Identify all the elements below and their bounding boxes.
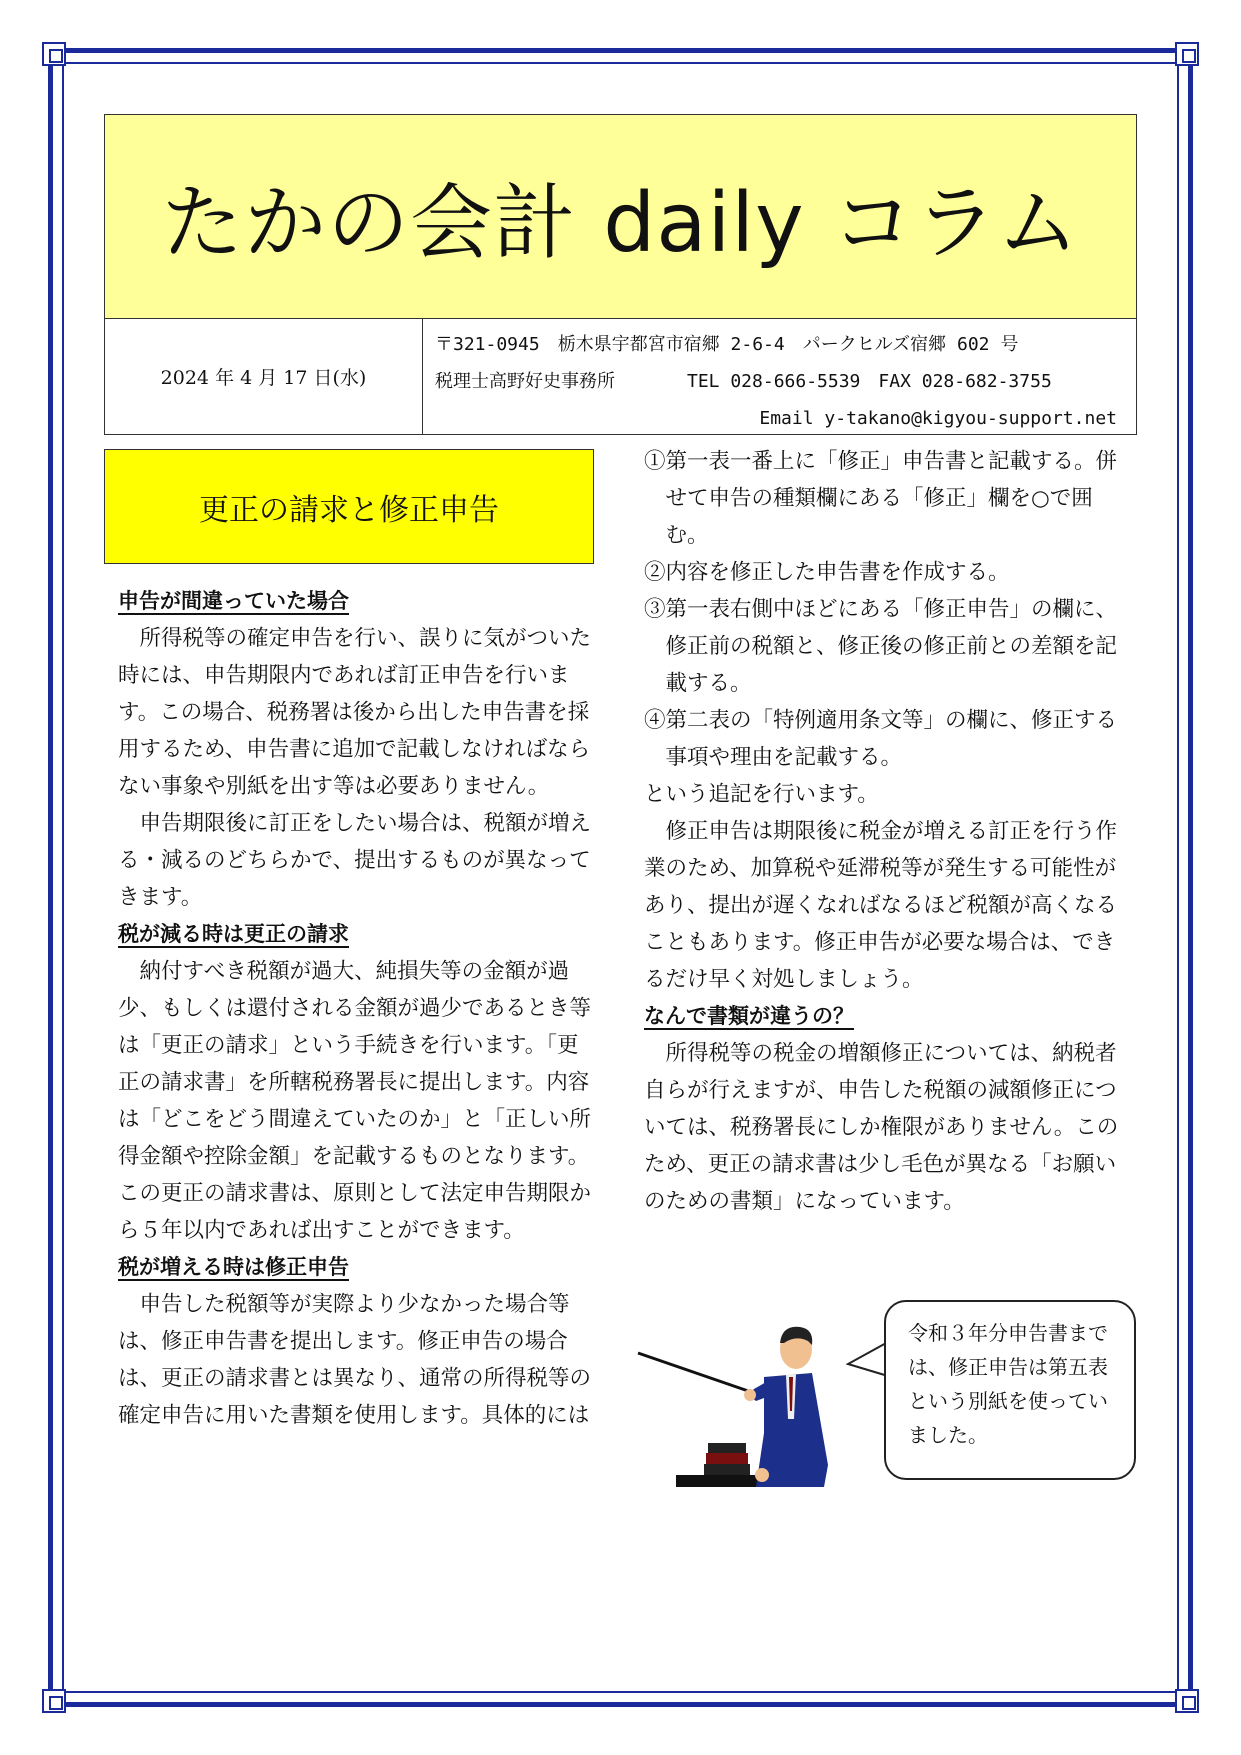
list-item: ④第二表の「特例適用条文等」の欄に、修正する事項や理由を記載する。 [644,708,1118,770]
section-heading: 申告が間違っていた場合 [118,589,349,613]
teacher-illustration [636,1315,866,1500]
list-item: ③第一表右側中ほどにある「修正申告」の欄に、修正前の税額と、修正後の修正前との差額を記載する。 [644,597,1118,696]
office-phone: TEL 028-666-5539 FAX 028-682-3755 [687,371,1052,392]
office-email: Email y-takano@kigyou-support.net [759,408,1117,429]
paragraph: 所得税等の税金の増額修正については、納税者自らが行えますが、申告した税額の減額修正については、税務署長にしか権限がありません。このため、更正の請求書は少し毛色が異なる「お願いのための書類」になっています。 [644,1041,1119,1214]
right-column [644,443,1132,1220]
speech-bubble: 令和３年分申告書までは、修正申告は第五表という別紙を使っていました。 [884,1300,1136,1480]
issue-date: 2024 年 4 月 17 日(水) [105,318,423,434]
border-corner [1175,1689,1199,1713]
paragraph: 納付すべき税額が過大、純損失等の金額が過少、もしくは還付される金額が過少であるとき等は「更正の請求」という手続きを行います。「更正の請求書」を所轄税務署長に提出します。内容は「どこをどう間違えていたのか」と「正しい所得金額や控除金額」を記載するものとなります。この更正の請求書は、原則として法定申告期限から５年以内であれば出すことができます。 [118,959,592,1243]
paragraph: 申告期限後に訂正をしたい場合は、税額が増える・減るのどちらかで、提出するものが異なってきます。 [118,811,592,910]
paragraph: 所得税等の確定申告を行い、誤りに気がついた時には、申告期限内であれば訂正申告を行います。この場合、税務署は後から出した申告書を採用するため、申告書に追加で記載しなければならない事象や別紙を出す等は必要ありません。 [118,626,592,799]
office-address: 〒321-0945 栃木県宇都宮市宿郷 2-6-4 パークヒルズ宿郷 602 号 [435,334,1019,355]
info-row [104,318,1137,435]
border-corner [1175,42,1199,66]
section-heading: 税が減る時は更正の請求 [118,922,349,946]
list-item: ①第一表一番上に「修正」申告書と記載する。併せて申告の種類欄にある「修正」欄を○で囲む。 [644,449,1118,548]
border-corner [42,1689,66,1713]
paragraph: という追記を行います。 [644,782,879,807]
topic-title: 更正の請求と修正申告 [199,492,499,528]
page-title: たかの会計 daily コラム [161,176,1080,271]
paragraph: 申告した税額等が実際より少なかった場合等は、修正申告書を提出します。修正申告の場合は、更正の請求書とは異なり、通常の所得税等の確定申告に用いた書類を使用します。具体的には [118,1292,592,1428]
section-heading: なんで書類が違うの？ [644,1004,854,1028]
masthead [104,114,1137,319]
section-heading: 税が増える時は修正申告 [118,1255,349,1279]
office-name: 税理士高野好史事務所 [435,371,615,392]
border-corner [42,42,66,66]
office-line [435,363,1125,400]
paragraph: 修正申告は期限後に税金が増える訂正を行う作業のため、加算税や延滞税等が発生する可能性があり、提出が遅くなればなるほど税額が高くなることもあります。修正申告が必要な場合は、できるだけ早く対処しましょう。 [644,819,1118,992]
left-column [118,583,600,1434]
topic-box [104,449,594,564]
office-contact [435,326,1125,437]
list-item: ②内容を修正した申告書を作成する。 [644,560,1010,585]
